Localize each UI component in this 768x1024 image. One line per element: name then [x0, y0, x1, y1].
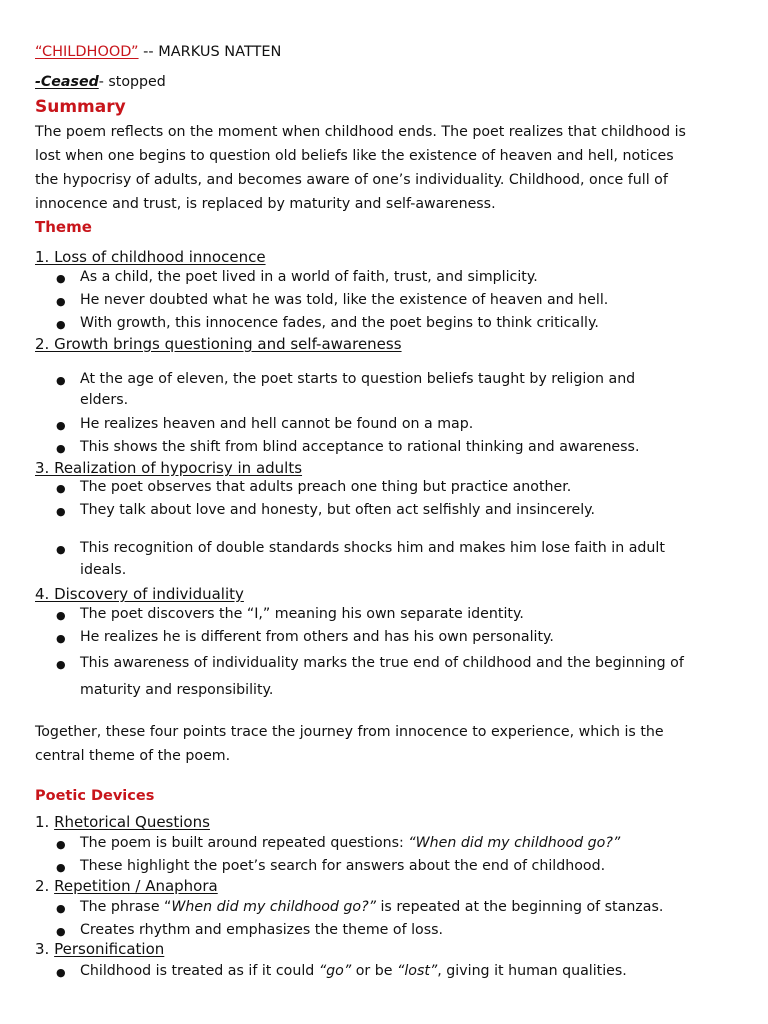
device-title — [35, 940, 164, 958]
bullet-dot: ● — [56, 419, 66, 432]
bullet-item: With growth, this innocence fades, and the poet begins to think critically. — [80, 315, 599, 331]
bullet-dot: ● — [56, 925, 66, 938]
bullet-item: The poet observes that adults preach one thing but practice another. — [80, 479, 572, 495]
device-name: Repetition / Anaphora — [54, 877, 218, 895]
bullet-item: He realizes heaven and hell cannot be found on a map. — [80, 416, 474, 432]
summary-line: innocence and trust, is replaced by maturity and self-awareness. — [35, 196, 496, 212]
bullet-item-continued: elders. — [80, 392, 129, 408]
title-separator: -- — [138, 44, 159, 60]
theme-section-title: 3. Realization of hypocrisy in adults — [35, 459, 303, 477]
bullet-item: This shows the shift from blind acceptance to rational thinking and awareness. — [80, 439, 640, 455]
bullet-text-part: The phrase “ — [80, 899, 172, 915]
bullet-item: As a child, the poet lived in a world of faith, trust, and simplicity. — [80, 269, 538, 285]
bullet-item: He realizes he is different from others and has his own personality. — [80, 629, 554, 645]
summary-line: The poem reflects on the moment when childhood ends. The poet realizes that childhood is — [35, 124, 686, 140]
summary-line: lost when one begins to question old beliefs like the existence of heaven and hell, notices — [35, 148, 674, 164]
bullet-dot: ● — [56, 658, 66, 671]
vocab-word: -Ceased — [35, 74, 99, 90]
bullet-dot: ● — [56, 442, 66, 455]
bullet-item: At the age of eleven, the poet starts to question beliefs taught by religion and — [80, 371, 636, 387]
bullet-dot: ● — [56, 505, 66, 518]
vocab-definition: - stopped — [98, 74, 166, 90]
theme-heading: Theme — [35, 218, 92, 236]
bullet-dot: ● — [56, 295, 66, 308]
conclusion-line: Together, these four points trace the journey from innocence to experience, which is the — [35, 724, 664, 740]
bullet-item-continued: maturity and responsibility. — [80, 682, 274, 698]
theme-section-title: 2. Growth brings questioning and self-awareness — [35, 335, 402, 353]
bullet-dot: ● — [56, 902, 66, 915]
bullet-item — [80, 835, 620, 852]
bullet-item — [80, 963, 627, 980]
theme-section-title: 4. Discovery of individuality — [35, 585, 244, 603]
bullet-dot: ● — [56, 482, 66, 495]
conclusion-line: central theme of the poem. — [35, 748, 231, 764]
bullet-item: Creates rhythm and emphasizes the theme of loss. — [80, 922, 443, 938]
bullet-dot: ● — [56, 966, 66, 979]
bullet-text-part: or be — [351, 963, 397, 979]
bullet-text-part: , giving it human qualities. — [437, 963, 627, 979]
vocab-entry — [35, 74, 166, 91]
bullet-item: This awareness of individuality marks the true end of childhood and the beginning of — [80, 655, 684, 671]
bullet-text-part: is repeated at the beginning of stanzas. — [375, 899, 664, 915]
devices-heading: Poetic Devices — [35, 788, 155, 804]
poem-author: MARKUS NATTEN — [158, 44, 282, 60]
device-title — [35, 813, 210, 831]
bullet-dot: ● — [56, 609, 66, 622]
bullet-dot: ● — [56, 632, 66, 645]
bullet-quote: “When did my childhood go?” — [408, 835, 621, 851]
document-header — [35, 44, 281, 61]
poem-title: “CHILDHOOD” — [35, 44, 139, 60]
bullet-item: They talk about love and honesty, but often act selfishly and insincerely. — [80, 502, 596, 518]
device-title — [35, 877, 218, 895]
summary-heading: Summary — [35, 97, 126, 117]
bullet-item: This recognition of double standards shocks him and makes him lose faith in adult — [80, 540, 665, 556]
device-number: 1. — [35, 813, 55, 831]
summary-line: the hypocrisy of adults, and becomes aware of one’s individuality. Childhood, once full of — [35, 172, 668, 188]
bullet-item: These highlight the poet’s search for answers about the end of childhood. — [80, 858, 606, 874]
device-number: 3. — [35, 940, 55, 958]
theme-section-title: 1. Loss of childhood innocence — [35, 248, 266, 266]
bullet-item: He never doubted what he was told, like the existence of heaven and hell. — [80, 292, 609, 308]
bullet-dot: ● — [56, 272, 66, 285]
bullet-quote: “go” — [318, 963, 352, 979]
device-name: Personification — [54, 940, 165, 958]
bullet-dot: ● — [56, 318, 66, 331]
bullet-quote: When did my childhood go?” — [171, 899, 376, 915]
bullet-dot: ● — [56, 861, 66, 874]
bullet-dot: ● — [56, 838, 66, 851]
bullet-dot: ● — [56, 543, 66, 556]
bullet-text-part: The poem is built around repeated questions: — [80, 835, 409, 851]
device-name: Rhetorical Questions — [54, 813, 210, 831]
bullet-item — [80, 899, 663, 916]
bullet-quote: “lost” — [396, 963, 438, 979]
device-number: 2. — [35, 877, 55, 895]
bullet-item: The poet discovers the “I,” meaning his own separate identity. — [80, 606, 524, 622]
bullet-text-part: Childhood is treated as if it could — [80, 963, 319, 979]
bullet-item-continued: ideals. — [80, 562, 127, 578]
bullet-dot: ● — [56, 374, 66, 387]
